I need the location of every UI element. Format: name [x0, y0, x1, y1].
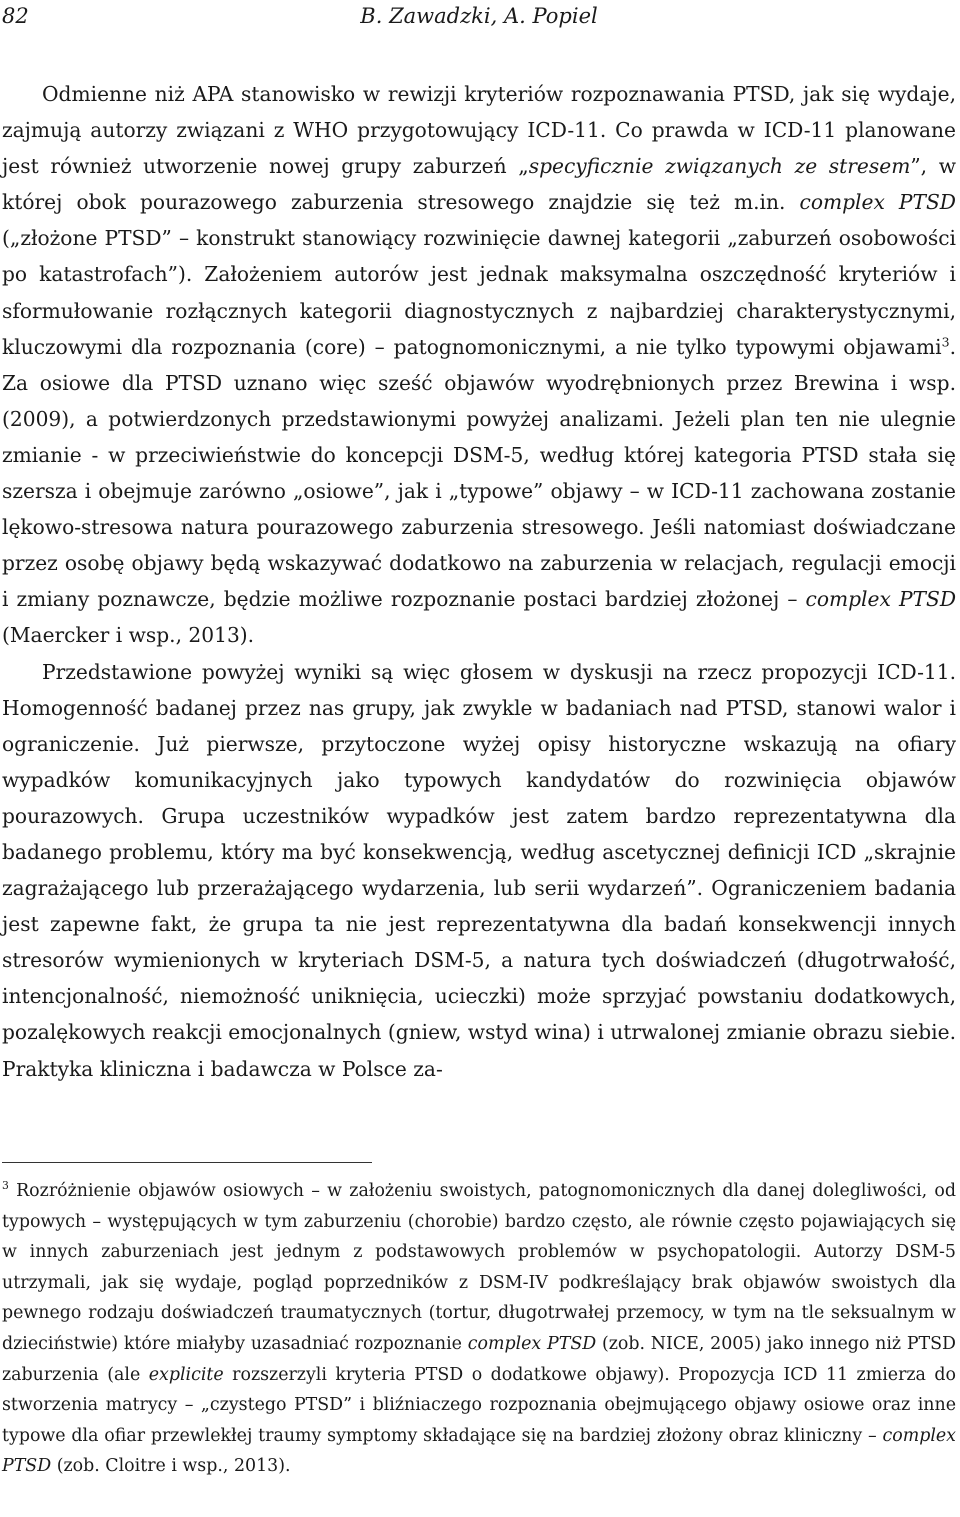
- footnote: [2, 1176, 956, 1482]
- body-text: [2, 76, 956, 1087]
- fn-text-2: (zob. NICE, 2005) jako innego niż PTSD zaburzenia (ale: [2, 1333, 957, 1385]
- p1-text-3: („złożone PTSD” – konstrukt stanowiący rozwinięcie dawnej kategorii „zaburzeń osobowości po katastrofach”). Założeniem autorów jest jednak maksymalna oszczędność kryteriów i sformułowanie rozłącznych kategorii diagnostycznych z najbardziej charakterystycznymi, kluczowymi dla rozpoznania (core) – patognomonicznymi, a nie tylko typowymi objawami: [2, 226, 956, 359]
- p1-italic-complex-ptsd-2: complex PTSD: [805, 587, 957, 612]
- fn-text-1: Rozróżnienie objawów osiowych – w założeniu swoistych, patognomonicznych dla danej dolegliwości, od typowych – występujących w tym zaburzeniu (chorobie) bardzo często, ale równie często pojawiających się w innych zaburzeniach jest jednym z podstawowych problemów w psychopatologii. Autorzy DSM-5 utrzymali, jak się wydaje, pogląd poprzedników z DSM-IV podkreślający brak objawów swoistych dla pewnego rodzaju doświadczeń traumatycznych (tortur, długotrwałej przemocy, w tym na tle seksualnym w dzieciństwie) które miałyby uzasadniać rozpoznanie: [2, 1181, 956, 1354]
- paragraph-1: [2, 76, 956, 654]
- authors-italic: B. Zawadzki, A. Popiel: [360, 4, 598, 28]
- paragraph-2: Przedstawione powyżej wyniki są więc głosem w dyskusji na rzecz propozycji ICD-11. Homogenność badanej przez nas grupy, jak zwykle w badaniach nad PTSD, stanowi walor i ograniczenie. Już pierwsze, przytoczone wyżej opisy historyczne wskazują na ofiary wypadków komunikacyjnych jako typowych kandydatów do rozwinięcia objawów pourazowych. Grupa uczestników wypadków jest zatem bardzo reprezentatywna dla badanego problemu, który ma być konsekwencją, według ascetycznej definicji ICD „skrajnie zagrażającego lub przerażającego wydarzenia, lub serii wydarzeń”. Ograniczeniem badania jest zapewne fakt, że grupa ta nie jest reprezentatywna dla badań konsekwencji innych stresorów wymienionych w kryteriach DSM-5, a natura tych doświadczeń (długotrwałość, intencjonalność, niemożność uniknięcia, ucieczki) może sprzyjać powstaniu dodatkowych, pozalękowych reakcji emocjonalnych (gniew, wstyd wina) i utrwalonej zmianie obrazu siebie. Praktyka kliniczna i badawcza w Polsce za-: [2, 659, 956, 1081]
- p1-italic-term-stress: specyficznie związanych ze stresem: [528, 154, 911, 179]
- running-head: [2, 2, 956, 30]
- p1-text-4: . Za osiowe dla PTSD uznano więc sześć objawów wyodrębnionych przez Brewina i wsp. (2009), a potwierdzonych przedstawionymi powyżej analizami. Jeżeli plan ten nie ulegnie zmianie - w przeciwieństwie do koncepcji DSM-5, według której kategoria PTSD stała się szersza i obejmuje zarówno „osiowe”, jak i „typowe” objawy – w ICD-11 zachowana zostanie lękowo-stresowa natura pourazowego zaburzenia stresowego. Jeśli natomiast doświadczane przez osobę objawy będą wskazywać dodatkowo na zaburzenia w relacjach, regulacji emocji i zmiany poznawcze, będzie możliwe rozpoznanie postaci bardziej złożonej –: [2, 334, 956, 612]
- p1-text-2: ”, w której obok pourazowego zaburzenia stresowego znajdzie się też m.in.: [2, 154, 957, 215]
- footnote-reference[interactable]: 3: [941, 333, 950, 349]
- footnote-marker: 3: [2, 1179, 9, 1193]
- footnote-3: [2, 1176, 956, 1482]
- fn-italic-complex-ptsd-2: complex PTSD: [2, 1425, 956, 1477]
- p1-text-1: Odmienne niż APA stanowisko w rewizji kryteriów rozpoznawania PTSD, jak się wydaje, zajmują autorzy związani z WHO przygotowujący ICD-11. Co prawda w ICD-11 planowane jest również utworzenie nowej grupy zaburzeń „: [2, 82, 956, 179]
- fn-text-3: rozszerzyli kryteria PTSD o dodatkowe objawy). Propozycja ICD 11 zmierza do stworzenia matrycy – „czystego PTSD” i bliźniaczego rozpoznania obejmującego objawy osiowe oraz inne typowe dla ofiar przewlekłej traumy symptomy składające się na bardziej złożony obraz kliniczny –: [2, 1364, 956, 1446]
- p1-text-5: (Maercker i wsp., 2013).: [2, 623, 255, 648]
- p1-italic-complex-ptsd: complex PTSD: [799, 190, 956, 215]
- page-number: 82: [2, 4, 29, 28]
- fn-text-4: (zob. Cloitre i wsp., 2013).: [51, 1456, 291, 1477]
- fn-italic-explicite: explicite: [148, 1364, 224, 1385]
- footnote-divider: [2, 1162, 372, 1163]
- fn-italic-complex-ptsd: complex PTSD: [467, 1333, 597, 1354]
- running-head-authors: [2, 2, 956, 30]
